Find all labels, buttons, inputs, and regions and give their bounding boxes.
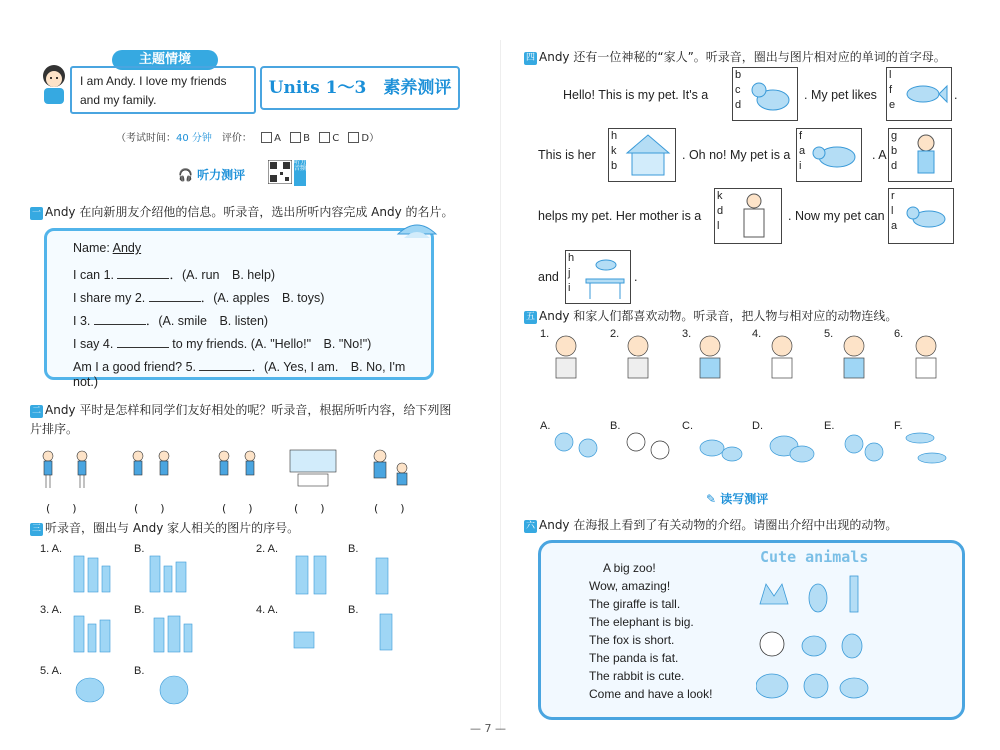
- q3-pictures: [70, 548, 410, 708]
- card-line: Am I a good friend? 5. ．(A. Yes, I am. B. No, I'm not.): [73, 360, 406, 389]
- q3-text: 听录音，圈出与 Andy 家人相关的图片的序号。: [45, 521, 300, 535]
- panda-icon: [760, 632, 784, 656]
- q3-option[interactable]: 5. A.: [40, 665, 63, 677]
- q6-number: 六: [525, 521, 535, 531]
- qr-code-icon[interactable]: [268, 160, 292, 184]
- eval-label: 评价：: [221, 133, 252, 144]
- card-line: I share my 2. ．(A. apples B. toys): [73, 291, 325, 305]
- story-text: .: [954, 88, 958, 102]
- letter-box-girl[interactable]: g b d: [888, 128, 952, 182]
- q4-text: Andy 还有一位神秘的“家人”。听录音，圈出与图片相对应的单词的首字母。: [539, 50, 946, 64]
- letter-box-doctor[interactable]: k d l: [714, 188, 782, 244]
- poster-line: The panda is fat.: [589, 651, 679, 665]
- q2-number: 二: [31, 406, 41, 416]
- table-cat-icon: [580, 253, 628, 301]
- giraffe-icon: [850, 576, 858, 612]
- q5-number: 五: [525, 312, 535, 322]
- pencil-icon: ✎: [706, 492, 717, 506]
- reading-heading: [706, 490, 768, 507]
- fish-icon: [901, 70, 949, 118]
- name-label: Name:: [73, 241, 110, 255]
- letter-box-cat[interactable]: b c d: [732, 67, 798, 121]
- poster-line: The fox is short.: [589, 633, 675, 647]
- frog-icon: [840, 678, 868, 698]
- card-line: I 3. ．(A. smile B. listen): [73, 314, 269, 328]
- q2-text-line1: Andy 平时是怎样和同学们友好相处的呢？听录音，根据所听内容，给下列图: [45, 403, 452, 417]
- answer-paren[interactable]: ( ): [374, 502, 405, 515]
- story-text: .: [634, 270, 638, 284]
- poster-line: Wow, amazing!: [589, 579, 671, 593]
- fruit-slice-icon: [396, 222, 438, 246]
- grade-checkbox[interactable]: [348, 132, 359, 143]
- speech-bubble: [70, 66, 256, 114]
- lion-icon: [804, 674, 828, 698]
- answer-blank[interactable]: [117, 267, 169, 279]
- animal-label: C.: [682, 420, 693, 432]
- andy-name-card: [44, 228, 434, 389]
- story-text: Hello! This is my pet. It's a: [563, 88, 709, 102]
- story-text: . Oh no! My pet is a: [682, 148, 791, 162]
- cat-icon: [747, 70, 795, 118]
- person-label: 3.: [682, 328, 692, 340]
- letter-box-jump[interactable]: h j i: [565, 250, 631, 304]
- story-text: and: [538, 270, 559, 284]
- story-text: . Now my pet can: [788, 209, 885, 223]
- grade-label: D: [361, 133, 370, 144]
- poster-line: A big zoo!: [603, 561, 656, 575]
- q6-text: Andy 在海报上看到了有关动物的介绍。请圈出介绍中出现的动物。: [539, 518, 898, 532]
- rabbit-icon: [842, 634, 862, 658]
- poster-line: The giraffe is tall.: [589, 597, 681, 611]
- q2-text-line2: 片排序。: [30, 422, 79, 436]
- answer-blank[interactable]: [149, 290, 201, 302]
- letter-box-fish[interactable]: l f e: [886, 67, 952, 121]
- answer-blank[interactable]: [199, 359, 251, 371]
- card-line: I say 4. to my friends. (A. "Hello!" B. "No!"): [73, 337, 372, 351]
- q5-text: Andy 和家人们都喜欢动物。听录音，把人物与相对应的动物连线。: [539, 309, 898, 323]
- cute-animals-title: Cute animals: [760, 548, 869, 566]
- poster-line: The elephant is big.: [589, 615, 694, 629]
- animal-label: B.: [610, 420, 621, 432]
- story-text: helps my pet. Her mother is a: [538, 209, 702, 223]
- q2-instruction: [30, 401, 470, 439]
- girl-icon: [903, 131, 949, 179]
- answer-blank[interactable]: [117, 336, 169, 348]
- grade-checkbox[interactable]: [319, 132, 330, 143]
- q3-instruction: [30, 519, 299, 538]
- q3-option[interactable]: 3. A.: [40, 604, 63, 616]
- letter-box-tiger[interactable]: f a i: [796, 128, 862, 182]
- animals-row: [552, 424, 962, 472]
- grade-checkbox[interactable]: [261, 132, 272, 143]
- q3-number: 三: [31, 524, 41, 534]
- people-row: [552, 330, 962, 382]
- animal-label: F.: [894, 420, 903, 432]
- speech-line: and my family.: [80, 93, 157, 107]
- person-label: 2.: [610, 328, 620, 340]
- poster-line: Come and have a look!: [589, 687, 713, 701]
- time-value: 40 分钟: [176, 133, 212, 144]
- answer-paren[interactable]: ( ): [46, 502, 77, 515]
- poster-line: The rabbit is cute.: [589, 669, 685, 683]
- page-title: Units 1～3 素养测评: [260, 66, 460, 110]
- q3-option[interactable]: 2. A.: [256, 543, 279, 555]
- q6-instruction: [524, 516, 897, 535]
- q3-option[interactable]: B.: [134, 604, 145, 616]
- person-label: 5.: [824, 328, 834, 340]
- headphone-icon: 🎧: [178, 168, 193, 182]
- card-line: I can 1. ．(A. run B. help): [73, 268, 276, 282]
- person-label: 4.: [752, 328, 762, 340]
- elephant-icon: [756, 674, 788, 698]
- q5-instruction: [524, 307, 897, 326]
- q1-text: Andy 在向新朋友介绍他的信息。听录音，选出所听内容完成 Andy 的名片。: [45, 205, 454, 219]
- letter-box-home[interactable]: h k b: [608, 128, 676, 182]
- story-text: . My pet likes: [804, 88, 877, 102]
- answer-paren[interactable]: ( ): [134, 502, 165, 515]
- q4-instruction: [524, 48, 946, 67]
- listening-heading: [178, 166, 245, 183]
- answer-paren[interactable]: ( ): [294, 502, 325, 515]
- penguin-icon: [809, 584, 827, 612]
- q1-number: 一: [31, 208, 41, 218]
- q3-option[interactable]: B.: [134, 543, 145, 555]
- page-number: — 7 —: [470, 722, 506, 735]
- house-icon: [623, 131, 673, 179]
- andy-avatar: [34, 62, 74, 108]
- answer-paren[interactable]: ( ): [222, 502, 253, 515]
- fox-icon: [760, 584, 788, 604]
- q3-option[interactable]: 4. A.: [256, 604, 279, 616]
- doctor-icon: [729, 191, 779, 241]
- q3-option[interactable]: 1. A.: [40, 543, 63, 555]
- person-label: 1.: [540, 328, 550, 340]
- name-value: Andy: [112, 241, 142, 255]
- grade-label: C: [332, 133, 340, 144]
- q4-number: 四: [525, 53, 535, 63]
- grade-checkbox[interactable]: [290, 132, 301, 143]
- q3-option[interactable]: B.: [348, 604, 359, 616]
- letter-box-running-cat[interactable]: r l a: [888, 188, 954, 244]
- q3-option[interactable]: B.: [134, 665, 145, 677]
- running-cat-icon: [903, 191, 951, 241]
- theme-tag: 主题情境: [112, 50, 218, 70]
- grade-label: A: [274, 133, 281, 144]
- animal-label: A.: [540, 420, 551, 432]
- q2-picture-strip: [34, 448, 454, 494]
- reading-heading-text: 读写测评: [720, 492, 769, 506]
- time-label: （考试时间：: [116, 133, 176, 144]
- poster-animals[interactable]: [756, 574, 876, 704]
- exam-info: （考试时间：40 分钟 评价： A B C D）: [116, 133, 380, 144]
- sloth-icon: [802, 636, 826, 656]
- animal-label: E.: [824, 420, 835, 432]
- q1-instruction: [30, 203, 454, 222]
- qr-label: 听力音频: [294, 160, 306, 186]
- name-row: [73, 241, 141, 255]
- tiger-icon: [811, 131, 859, 179]
- page-gutter: [500, 40, 501, 730]
- person-label: 6.: [894, 328, 904, 340]
- animal-label: D.: [752, 420, 763, 432]
- grade-label: B: [303, 133, 310, 144]
- q3-option[interactable]: B.: [348, 543, 359, 555]
- story-text: . A: [872, 148, 887, 162]
- story-text: This is her: [538, 148, 596, 162]
- answer-blank[interactable]: [94, 313, 146, 325]
- speech-line: I am Andy. I love my friends: [80, 74, 227, 88]
- zoo-poster: [538, 540, 965, 720]
- listening-heading-text: 听力测评: [197, 168, 246, 182]
